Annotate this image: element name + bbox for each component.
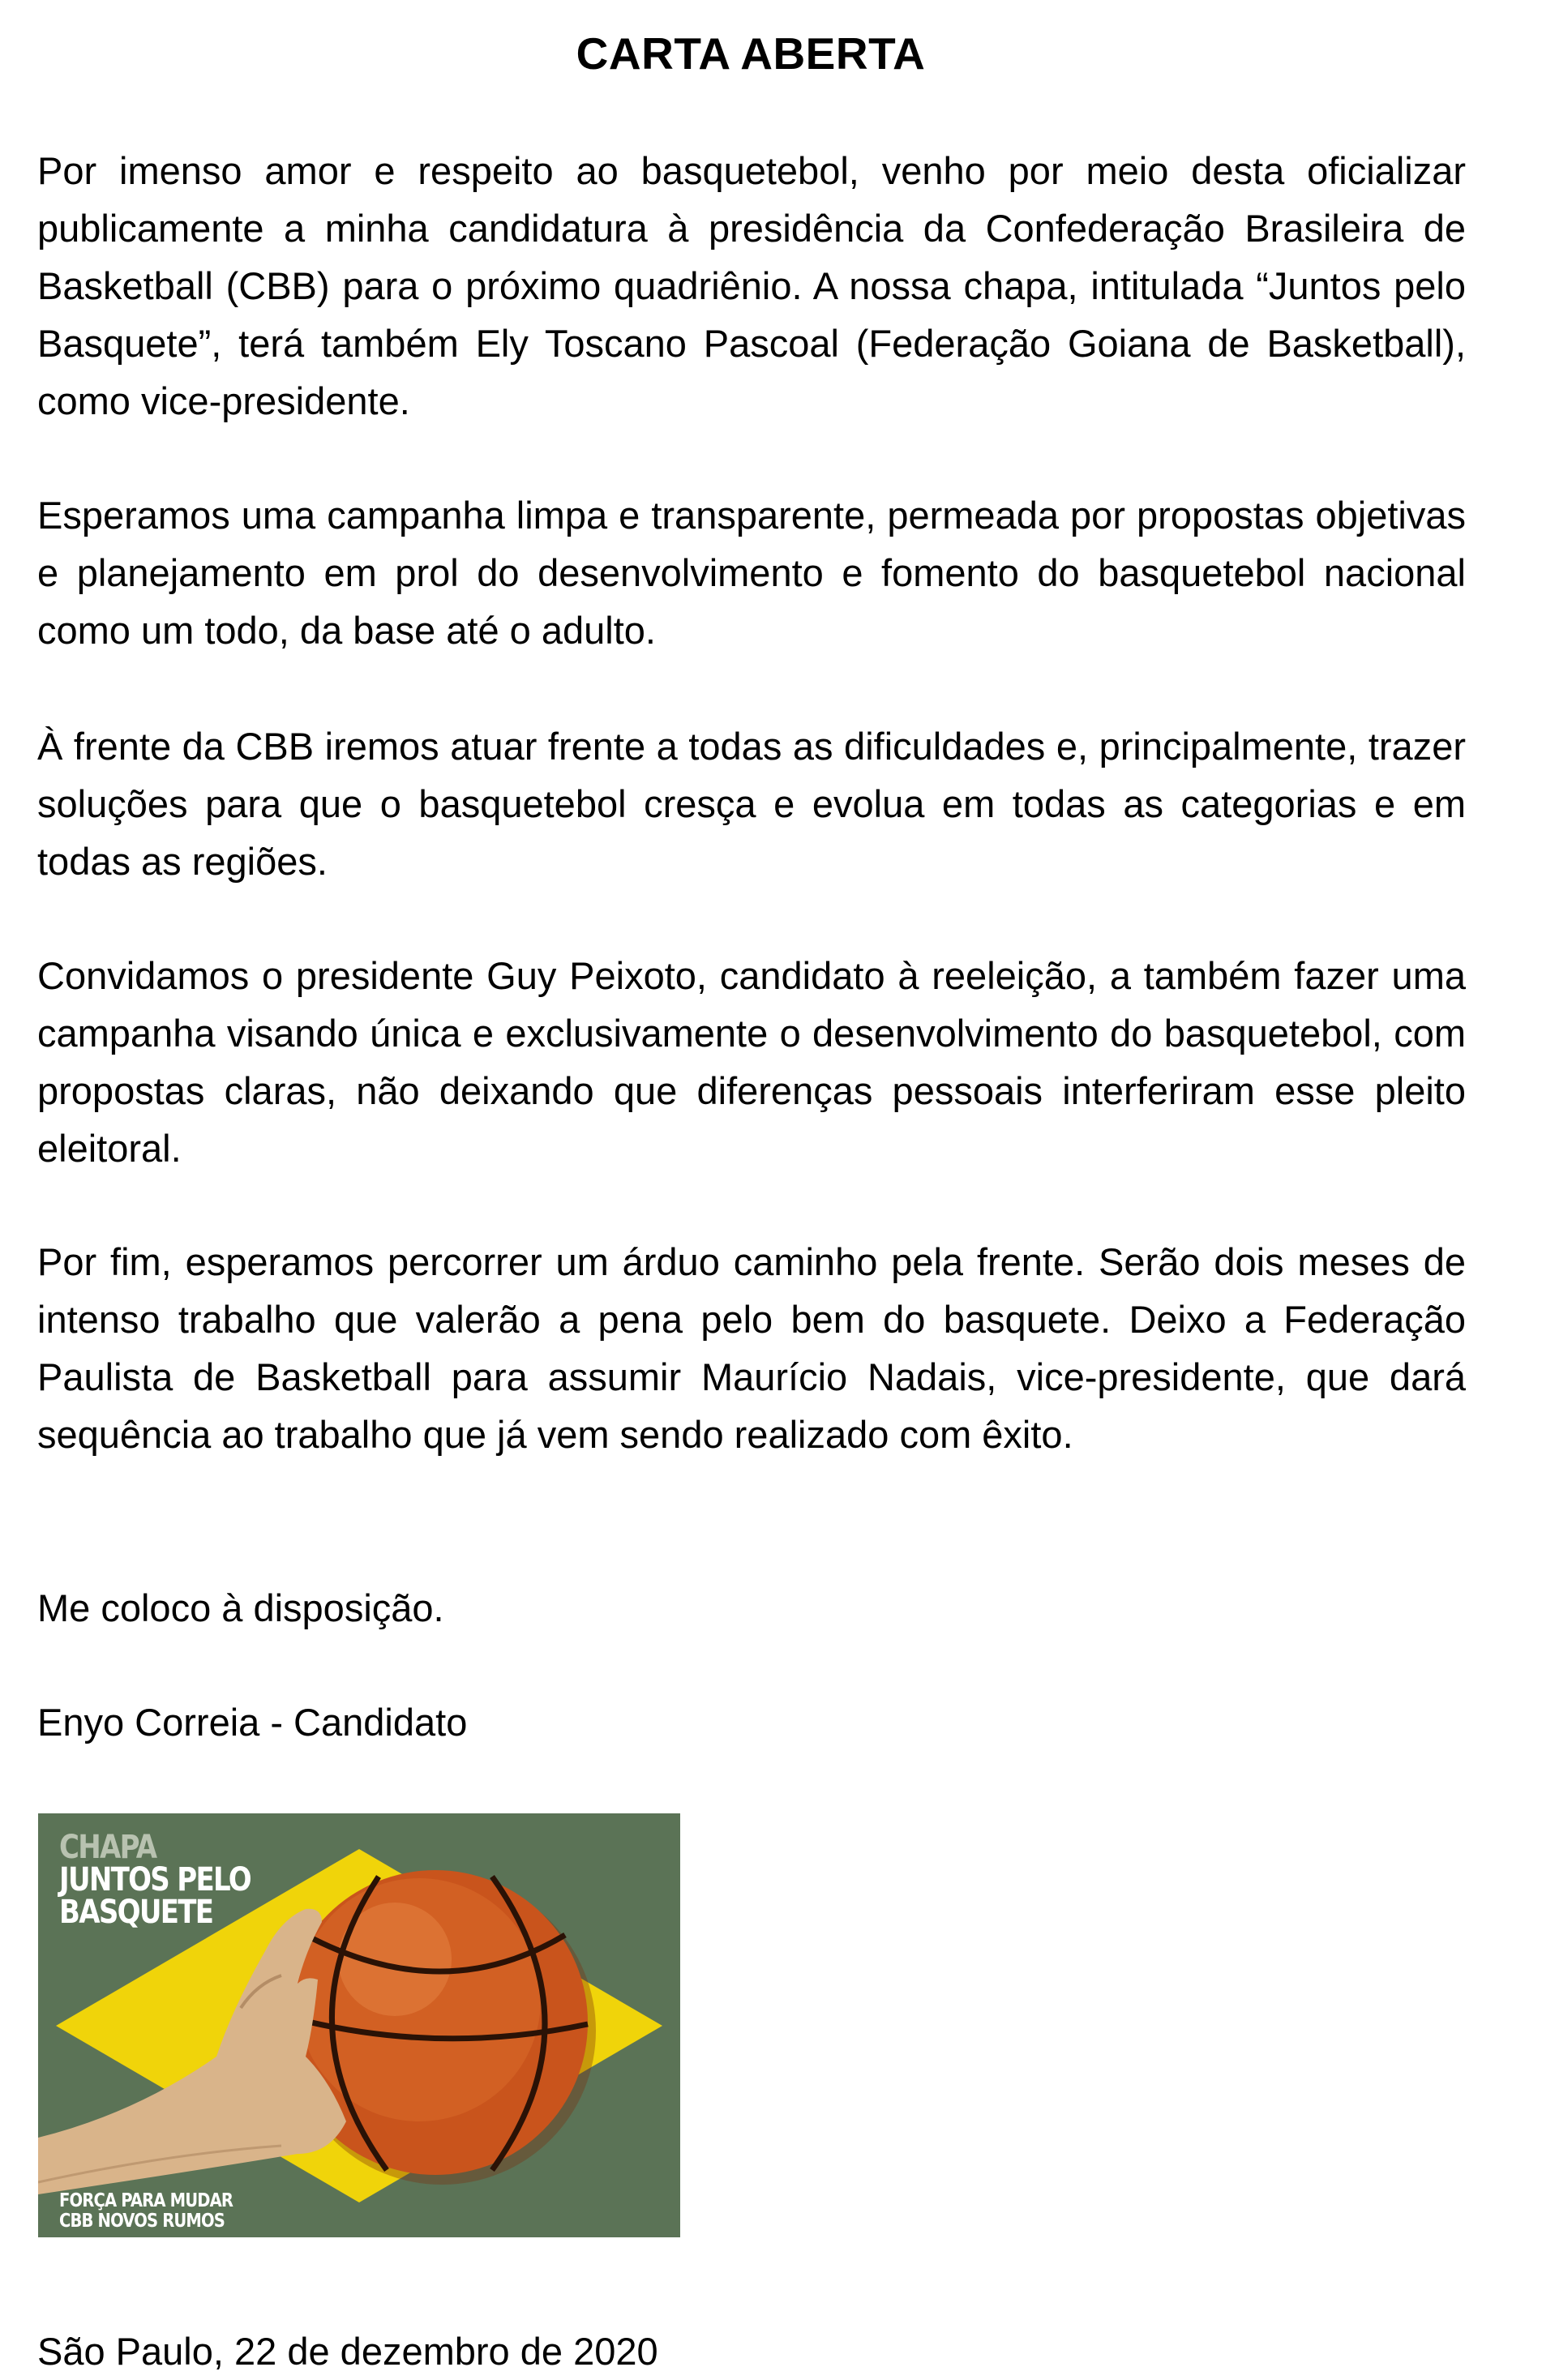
banner-slogan-2: CBB NOVOS RUMOS [59, 2211, 225, 2232]
paragraph-availability: Me coloco à disposição. [37, 1586, 444, 1629]
campaign-banner-image [38, 1813, 680, 2237]
paragraph-cbb-goals: À frente da CBB iremos atuar frente a todas as dificuldades e, principalmente, trazer soluções para que o basquetebol cresça e evolua em todas as categorias e em todas as regiões. [37, 725, 1466, 883]
banner-line-juntos: JUNTOS PELO [59, 1861, 251, 1898]
banner-footer [59, 2191, 233, 2232]
banner-slogan-1: FORÇA PARA MUDAR [59, 2190, 233, 2211]
paragraph-closing: Por fim, esperamos percorrer um árduo caminho pela frente. Serão dois meses de intenso trabalho que valerão a pena pelo bem do basquete. Deixo a Federação Paulista de Basketball para assumir Maurício Nadais, vice-presidente, que dará sequência ao trabalho que já vem sendo realizado com êxito. [37, 1240, 1466, 1456]
place-date: São Paulo, 22 de dezembro de 2020 [37, 2330, 658, 2373]
paragraph-invitation: Convidamos o presidente Guy Peixoto, candidato à reeleição, a também fazer uma campanha visando única e exclusivamente o desenvolvimento do basquetebol, com propostas claras, não deixando que diferenças pessoais interferiram esse pleito eleitoral. [37, 954, 1466, 1170]
banner-line-chapa: CHAPA [59, 1829, 156, 1866]
signature-line: Enyo Correia - Candidato [37, 1701, 468, 1744]
paragraph-candidacy: Por imenso amor e respeito ao basquetebol, venho por meio desta oficializar publicamente a minha candidatura à presidência da Confederação Brasileira de Basketball (CBB) para o próximo quadriênio. A nossa chapa, intitulada “Juntos pelo Basquete”, terá também Ely Toscano Pascoal (Federação Goiana de Basketball), como vice-presidente. [37, 149, 1466, 422]
banner-line-basquete: BASQUETE [59, 1894, 213, 1931]
page-title: CARTA ABERTA [576, 28, 926, 79]
banner-headline [59, 1829, 251, 1931]
paragraph-campaign: Esperamos uma campanha limpa e transparente, permeada por propostas objetivas e planejamento em prol do desenvolvimento e fomento do basquetebol nacional como um todo, da base até o adulto. [37, 494, 1466, 652]
